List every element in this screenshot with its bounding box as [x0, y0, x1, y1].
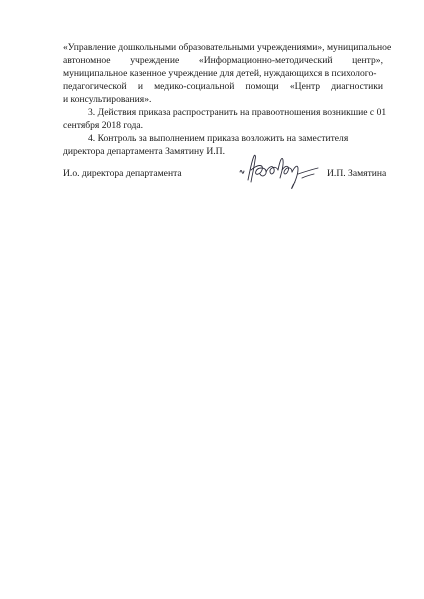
paragraph-1-line-5: и консультирования».	[63, 94, 152, 105]
word: учреждение	[130, 55, 180, 66]
signatory-name: И.П. Замятина	[327, 168, 387, 179]
position-title: И.о. директора департамента	[63, 168, 182, 179]
handwritten-signature	[232, 150, 324, 192]
word: автономное	[63, 55, 111, 66]
word: педагогической	[63, 81, 127, 92]
word: и	[137, 81, 143, 92]
word: «Центр	[289, 81, 321, 92]
paragraph-3-line-2: директора департамента Замятину И.П.	[63, 146, 225, 157]
paragraph-1-line-2	[63, 55, 383, 67]
paragraph-2-line-2: сентября 2018 года.	[63, 120, 144, 131]
paragraph-1-line-4	[63, 81, 383, 93]
paragraph-2-line-1: 3. Действия приказа распространить на правоотношения возникшие с 01	[88, 107, 387, 118]
word: диагностики	[331, 81, 383, 92]
paragraph-3-line-1: 4. Контроль за выполнением приказа возложить на заместителя	[88, 133, 349, 144]
word: помощи	[245, 81, 279, 92]
word: «Информационно-методический	[198, 55, 333, 66]
paragraph-1-line-1: «Управление дошкольными образовательными учреждениями», муниципальное	[63, 42, 392, 53]
word: центр»,	[352, 55, 383, 66]
word: медико-социальной	[154, 81, 235, 92]
paragraph-1-line-3: муниципальное казенное учреждение для детей, нуждающихся в психолого-	[63, 68, 377, 79]
